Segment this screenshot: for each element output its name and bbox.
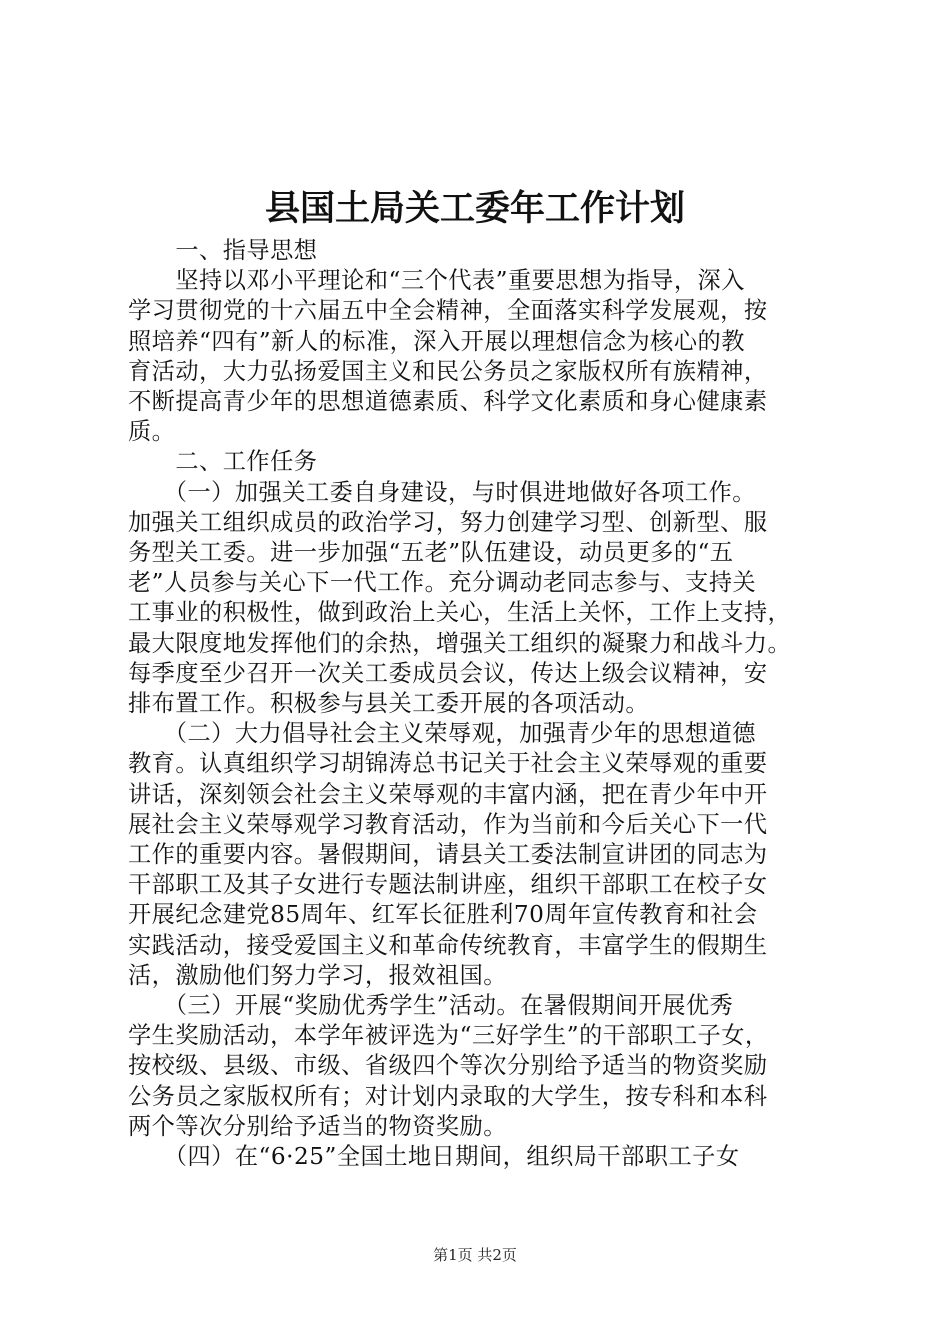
paragraph: （一）加强关工委自身建设，与时俱进地做好各项工作。 加强关工组织成员的政治学习，努力创建学习型、创新型、服 务型关工委。进一步加强“五老”队伍建设，动员更多的“五 老”人员参与关心下一代工作。充分调动老同志参与、支持关 工事业的积极性，做到政治上关心，生活上关怀，工作上支持， 最大限度地发挥他们的余热，增强关工组织的凝聚力和战斗力。 每季度至少召开一次关工委成员会议，传达上级会议精神，安 排布置工作。积极参与县关工委开展的各项活动。 — [128, 478, 792, 718]
section-heading: 二、工作任务 — [128, 448, 318, 476]
document-body — [128, 236, 848, 1172]
page-number-footer: 第1页 共2页 — [433, 1246, 517, 1264]
section-heading: 一、指导思想 — [128, 237, 318, 264]
paragraph: （四）在“6·25”全国土地日期间，组织局干部职工子女 — [128, 1143, 740, 1171]
paragraph: （三）开展“奖励优秀学生”活动。在暑假期间开展优秀 学生奖励活动，本学年被评选为“三好学生”的干部职工子女， 按校级、县级、市级、省级四个等次分别给予适当的物资奖励 公务员之家版权所有；对计划内录取的大学生，按专科和本科 两个等次分别给予适当的物资奖励。 — [128, 992, 769, 1140]
paragraph: 坚持以邓小平理论和“三个代表”重要思想为指导，深入 学习贯彻党的十六届五中全会精神，全面落实科学发展观，按 照培养“四有”新人的标准，深入开展以理想信念为核心的教 育活动，大力弘扬爱国主义和民公务员之家版权所有族精神， 不断提高青少年的思想道德素质、科学文化素质和身心健康素 质。 — [128, 267, 768, 446]
paragraph: （二）大力倡导社会主义荣辱观，加强青少年的思想道德 教育。认真组织学习胡锦涛总书记关于社会主义荣辱观的重要 讲话，深刻领会社会主义荣辱观的丰富内涵，把在青少年中开 展社会主义荣辱观学习教育活动，作为当前和今后关心下一代 工作的重要内容。暑假期间，请县关工委法制宣讲团的同志为 干部职工及其子女进行专题法制讲座，组织干部职工在校子女 开展纪念建党85周年、红军长征胜利70周年宣传教育和社会 实践活动，接受爱国主义和革命传统教育，丰富学生的假期生 活，激励他们努力学习，报效祖国。 — [128, 720, 768, 989]
document-title: 县国土局关工委年工作计划 — [264, 188, 685, 229]
